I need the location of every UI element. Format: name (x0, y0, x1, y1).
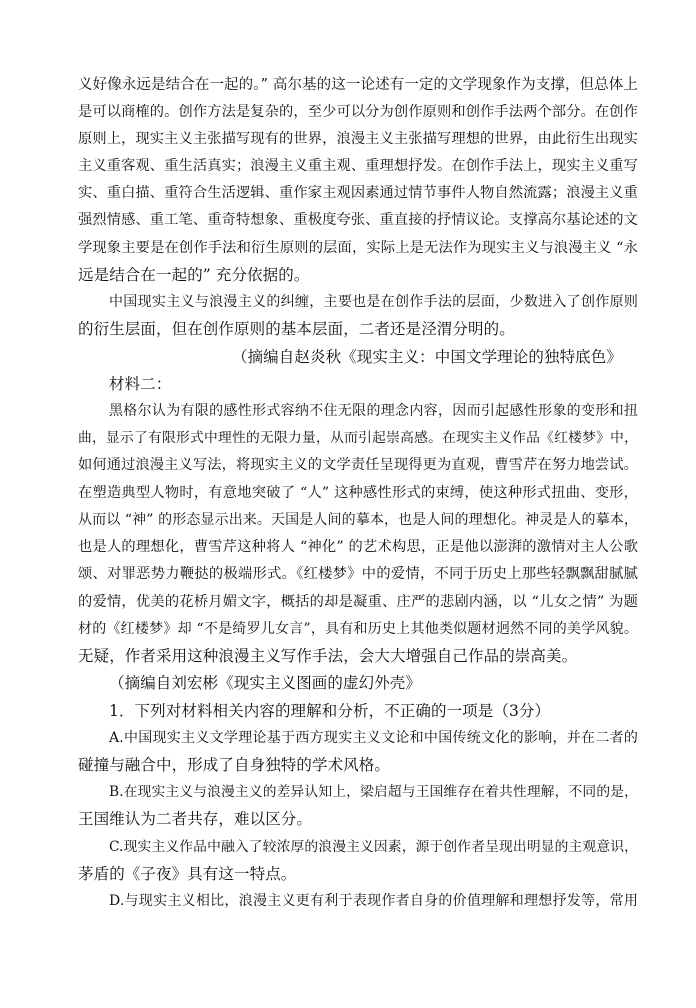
source-citation: （摘编自赵炎秋《现实主义：中国文学理论的独特底色》 (231, 348, 622, 366)
option-c-continued: 茅盾的《子夜》具有这一特点。 (78, 865, 297, 883)
text-line: 义好像永远是结合在一起的。” 高尔基的这一论述有一定的文学现象作为支撑，但总体上 (78, 77, 638, 93)
text-line: 颂、对罪恶势力鞭挞的极端形式。《红楼梦》中的爱情，不同于历史上那些轻飘飘甜腻腻 (78, 566, 638, 582)
source-citation: （摘编自刘宏彬《现实主义图画的虚幻外壳》 (109, 674, 422, 692)
option-a-continued: 碰撞与融合中，形成了自身独特的学术风格。 (78, 756, 391, 774)
text-line: 黑格尔认为有限的感性形式容纳不住无限的理念内容，因而引起感性形象的变形和扭 (109, 403, 638, 419)
text-line: 强烈情感、重工笔、重奇特想象、重极度夸张、重直接的抒情议论。支撑高尔基论述的文 (78, 212, 638, 228)
text-line: 原则上，现实主义主张描写现有的世界，浪漫主义主张描写理想的世界，由此衍生出现实 (78, 131, 638, 147)
text-line: 主义重客观、重生活真实；浪漫主义重主观、重理想抒发。在创作手法上，现实主义重写 (78, 158, 638, 174)
text-line: 无疑，作者采用这种浪漫主义写作手法，会大大增强自己作品的崇高美。 (78, 647, 578, 665)
text-line: 远是结合在一起的” 充分依据的。 (78, 266, 310, 284)
text-line: 材的《红楼梦》却 “不是绮罗儿女言”，具有和历史上其他类似题材迥然不同的美学风貌。 (78, 621, 638, 637)
text-line: 中国现实主义与浪漫主义的纠缠，主要也是在创作手法的层面，少数进入了创作原则 (109, 294, 638, 310)
text-line: 也是人的理想化，曹雪芹这种将人 “神化” 的艺术构思，正是他以澎湃的激情对主人公歌 (78, 539, 638, 555)
option-a: A.中国现实主义文学理论基于西方现实主义文论和中国传统文化的影响，并在二者的 (109, 730, 638, 746)
text-line: 是可以商榷的。创作方法是复杂的，至少可以分为创作原则和创作手法两个部分。在创作 (78, 104, 638, 120)
option-d: D.与现实主义相比，浪漫主义更有利于表现作者自身的价值理解和理想抒发等，常用 (109, 893, 638, 909)
text-line: 的衍生层面，但在创作原则的基本层面，二者还是泾渭分明的。 (78, 320, 515, 338)
option-b-continued: 王国维认为二者共存，难以区分。 (78, 810, 313, 828)
text-line: 实、重白描、重符合生活逻辑、重作家主观因素通过情节事件人物自然流露；浪漫主义重 (78, 185, 638, 201)
option-b: B.在现实主义与浪漫主义的差异认知上，梁启超与王国维存在着共性理解，不同的是， (109, 784, 638, 800)
text-line: 的爱情，优美的花桥月媚文字，概括的却是凝重、庄严的悲剧内涵，以 “儿女之情” 为题 (78, 594, 638, 610)
option-c: C.现实主义作品中融入了较浓厚的浪漫主义因素，源于创作者呈现出明显的主观意识， (109, 839, 638, 855)
text-line: 曲，显示了有限形式中理性的无限力量，从而引起崇高感。在现实主义作品《红楼梦》中， (78, 430, 638, 446)
section-heading: 材料二： (109, 375, 172, 393)
text-line: 在塑造典型人物时，有意地突破了 “人” 这种感性形式的束缚，使这种形式扭曲、变形， (78, 485, 638, 501)
text-line: 如何通过浪漫主义写法，将现实主义的文学责任呈现得更为直观，曹雪芹在努力地尝试。 (78, 457, 638, 473)
text-line: 从而以 “神” 的形态显示出来。天国是人间的摹本，也是人间的理想化。神灵是人的摹本， (78, 512, 638, 528)
text-line: 学现象主要是在创作手法和衍生原则的层面，实际上是无法作为现实主义与浪漫主义 “永 (78, 240, 638, 256)
question-stem: 1．下列对材料相关内容的理解和分析，不正确的一项是（3分） (109, 702, 551, 720)
